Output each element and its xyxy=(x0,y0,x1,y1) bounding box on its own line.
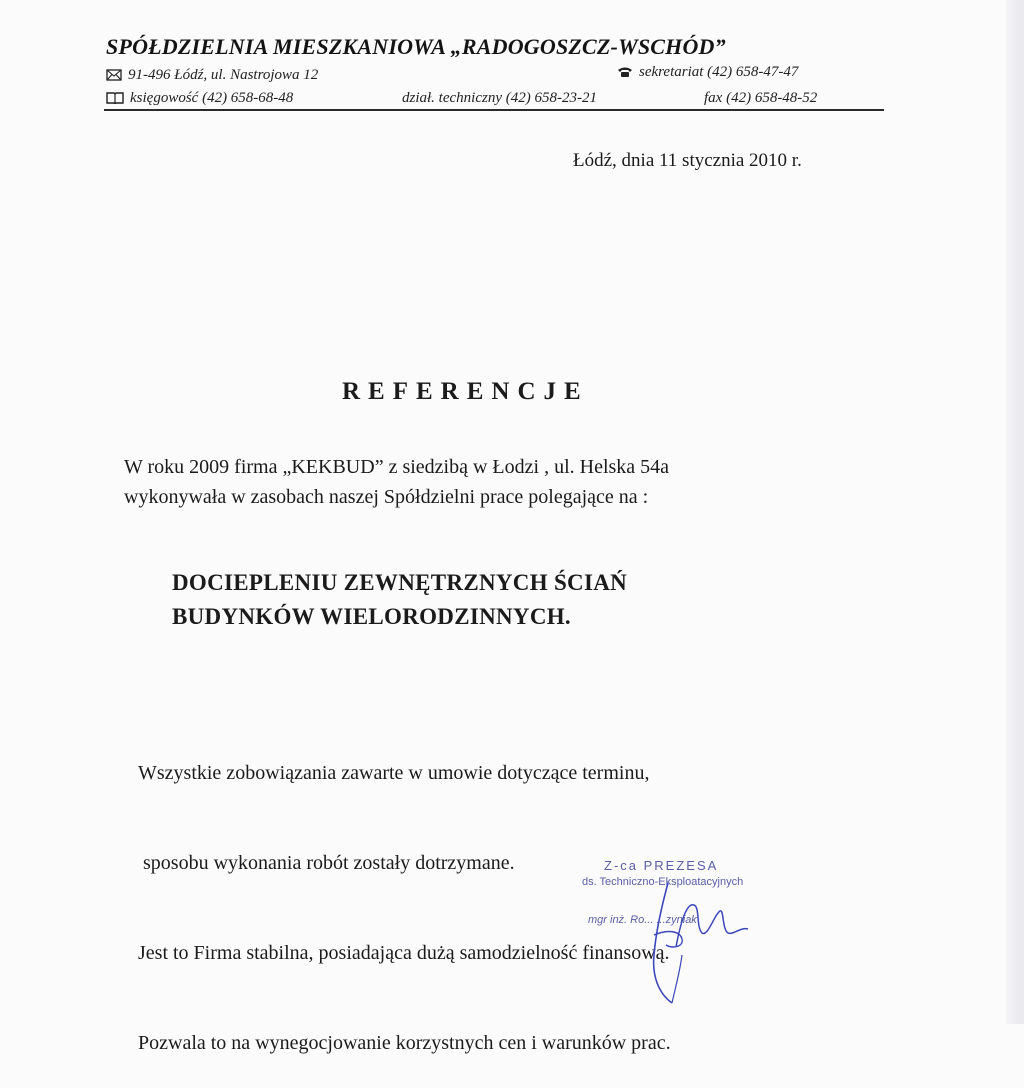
document-title: REFERENCJE xyxy=(342,378,589,405)
accounting-text: księgowość (42) 658-68-48 xyxy=(130,90,294,106)
intro-line: W roku 2009 firma „KEKBUD” z siedzibą w Łodzi , ul. Helska 54a xyxy=(124,456,670,478)
book-icon xyxy=(106,92,124,109)
address-line xyxy=(106,67,318,86)
body-line: Wszystkie zobowiązania zawarte w umowie dotyczące terminu, xyxy=(138,762,650,784)
intro-line: wykonywała w zasobach naszej Spółdzielni prace polegające na : xyxy=(124,486,649,508)
envelope-icon xyxy=(106,69,122,86)
page-edge-shadow xyxy=(1006,0,1024,1024)
technical-dept-line: dział. techniczny (42) 658-23-21 xyxy=(402,90,597,106)
body-paragraph xyxy=(138,698,671,1088)
works-line: BUDYNKÓW WIELORODZINNYCH. xyxy=(172,604,571,629)
date-line: Łódź, dnia 11 stycznia 2010 r. xyxy=(573,150,802,171)
accounting-line xyxy=(106,90,293,109)
works-line: DOCIEPLENIU ZEWNĘTRZNYCH ŚCIAŃ xyxy=(172,570,628,595)
stamp-name: mgr inż. Ro... ...zyniak xyxy=(588,914,697,926)
handwritten-signature xyxy=(610,875,770,1015)
address-text: 91-496 Łódź, ul. Nastrojowa 12 xyxy=(128,67,319,83)
secretariat-text: sekretariat (42) 658-47-47 xyxy=(639,64,799,80)
fax-line: fax (42) 658-48-52 xyxy=(704,90,818,106)
works-description xyxy=(172,566,627,634)
body-line: Pozwala to na wynegocjowanie korzystnych cen i warunków prac. xyxy=(138,1032,671,1054)
letterhead-divider xyxy=(104,109,884,111)
telephone-icon xyxy=(617,66,633,83)
body-line: sposobu wykonania robót zostały dotrzymane. xyxy=(138,852,515,874)
stamp-title: Z-ca PREZESA xyxy=(604,858,719,873)
intro-paragraph xyxy=(124,452,669,512)
body-line: Jest to Firma stabilna, posiadająca dużą samodzielność finansową. xyxy=(138,942,670,964)
stamp-department: ds. Techniczno-Eksploatacyjnych xyxy=(582,876,744,888)
secretariat-line xyxy=(617,64,798,83)
organization-name: SPÓŁDZIELNIA MIESZKANIOWA „RADOGOSZCZ-WSCHÓD” xyxy=(106,34,726,59)
